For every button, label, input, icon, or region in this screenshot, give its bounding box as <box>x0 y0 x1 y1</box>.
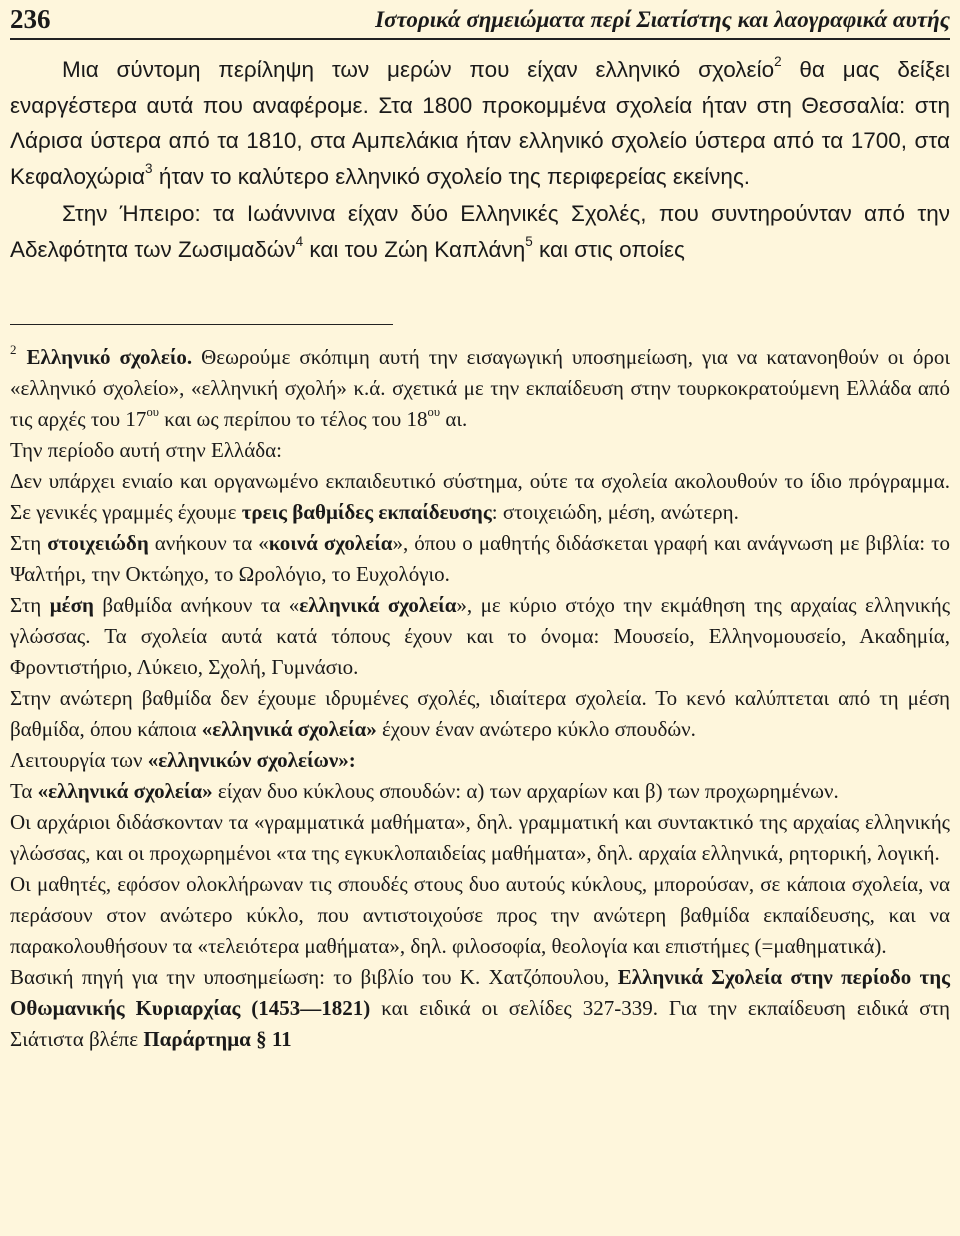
page-header <box>10 2 950 40</box>
footnote-line: Στη μέση βαθμίδα ανήκουν τα «ελληνικά σχολεία», με κύριο στόχο την εκμάθηση της αρχαίας ελληνικής γλώσσας. Τα σχολεία αυτά κατά τόπους έχουν και το όνομα: Μουσείο, Ελληνομουσείο, Ακαδημία, Φροντιστήριο, Λύκειο, Σχολή, Γυμνάσιο. <box>10 593 951 679</box>
paragraph: Στην Ήπειρο: τα Ιωάννινα είχαν δύο Ελληνικές Σχολές, που συντηρούνταν από την Αδελφότητα των Ζωσιμαδών$^4$ και του Ζώη Καπλάνη$^5$ και στις οποίες <box>10 201 950 262</box>
footnote-line: Οι αρχάριοι διδάσκονταν τα «γραμματικά μαθήματα», δηλ. γραμματική και συντακτικό της αρχαίας ελληνικής γλώσσας, και οι προχωρημένοι «τα της εγκυκλοπαιδείας μαθήματα», δηλ. αρχαία ελληνικά, ρητορική, λογική. <box>10 810 950 865</box>
footnote-line: Στη στοιχειώδη ανήκουν τα «κοινά σχολεία», όπου ο μαθητής διδάσκεται γραφή και ανάγνωση με βιβλία: το Ψαλτήρι, την Οκτώηχο, το Ωρολόγιο, το Ευχολόγιο. <box>10 531 951 586</box>
page-number: 236 <box>10 4 51 34</box>
footnote-line: Λειτουργία των «ελληνικών σχολείων»: <box>10 748 356 772</box>
body-text <box>10 52 950 267</box>
footnote-line: Δεν υπάρχει ενιαίο και οργανωμένο εκπαιδευτικό σύστημα, ούτε τα σχολεία ακολουθούν το ίδιο πρόγραμμα. Σε γενικές γραμμές έχουμε τρεις βαθμίδες εκπαίδευσης: στοιχειώδη, μέση, ανώτερη. <box>10 469 950 524</box>
footnote-line: Τα «ελληνικά σχολεία» είχαν δυο κύκλους σπουδών: α) των αρχαρίων και β) των προχωρημένων. <box>10 779 839 803</box>
footnote-line: Στην ανώτερη βαθμίδα δεν έχουμε ιδρυμένες σχολές, ιδιαίτερα σχολεία. Το κενό καλύπτεται από τη μέση βαθμίδα, όπου κάποια «ελληνικά σχολεία» έχουν έναν ανώτερο κύκλο σπουδών. <box>10 686 950 741</box>
footnote-line: Την περίοδο αυτή στην Ελλάδα: <box>10 438 282 462</box>
footnote-line: Οι μαθητές, εφόσον ολοκλήρωναν τις σπουδές στους δυο αυτούς κύκλους, μπορούσαν, σε κάποια σχολεία, να περάσουν στον ανώτερο κύκλο, που αντιστοιχούσε προς την ανώτερη βαθμίδα εκπαίδευσης, και να παρακολουθήσουν τα «τελειότερα μαθήματα», δηλ. φιλοσοφία, θεολογία και επιστήμες (=μαθηματικά). <box>10 872 950 958</box>
footnote-ref: 2 <box>774 54 782 70</box>
footnote-ref: 4 <box>295 233 304 249</box>
footnote-ref: 3 <box>145 160 153 176</box>
footnote-separator <box>10 324 393 325</box>
footnote-source: Βασική πηγή για την υποσημείωση: το βιβλίο του Κ. Χατζόπουλου, Ελληνικά Σχολεία στην περίοδο της Οθωμανικής Κυριαρχίας (1453—1821) και ειδικά οι σελίδες 327-339. Για την εκπαίδευση ειδικά στη Σιάτιστα βλέπε Παράρτημα § 11 <box>10 965 950 1051</box>
footnote <box>10 342 950 1055</box>
footnote-intro: $^2$ Ελληνικό σχολείο. Θεωρούμε σκόπιμη αυτή την εισαγωγική υποσημείωση, για να κατανοηθούν οι όροι «ελληνικό σχολείο», «ελληνική σχολή» κ.ά. σχετικά με την εκπαίδευση στην τουρκοκρατούμενη Ελλάδα από τις αρχές του $17^{o\upsilon}$ και ως περίπου το τέλος του $18^{o\upsilon}$ αι. <box>10 342 951 431</box>
footnote-marker: 2 <box>10 342 17 357</box>
footnote-ref: 5 <box>525 233 533 249</box>
paragraph: Μια σύντομη περίληψη των μερών που είχαν ελληνικό σχολείο$^2$ θα μας δείξει εναργέστερα αυτά που αναφέρομε. Στα 1800 προκομμένα σχολεία ήταν στη Θεσσαλία: στη Λάρισα ύστερα από τα 1810, στα Αμπελάκια ήταν ελληνικό σχολείο ύστερα από τα 1700, στα Κεφαλοχώρια$^3$ ήταν το καλύτερο ελληνικό σχολείο της περιφερείας εκείνης. <box>10 54 951 189</box>
running-title: Ιστορικά σημειώματα περί Σιατίστης και λαογραφικά αυτής <box>375 7 950 32</box>
